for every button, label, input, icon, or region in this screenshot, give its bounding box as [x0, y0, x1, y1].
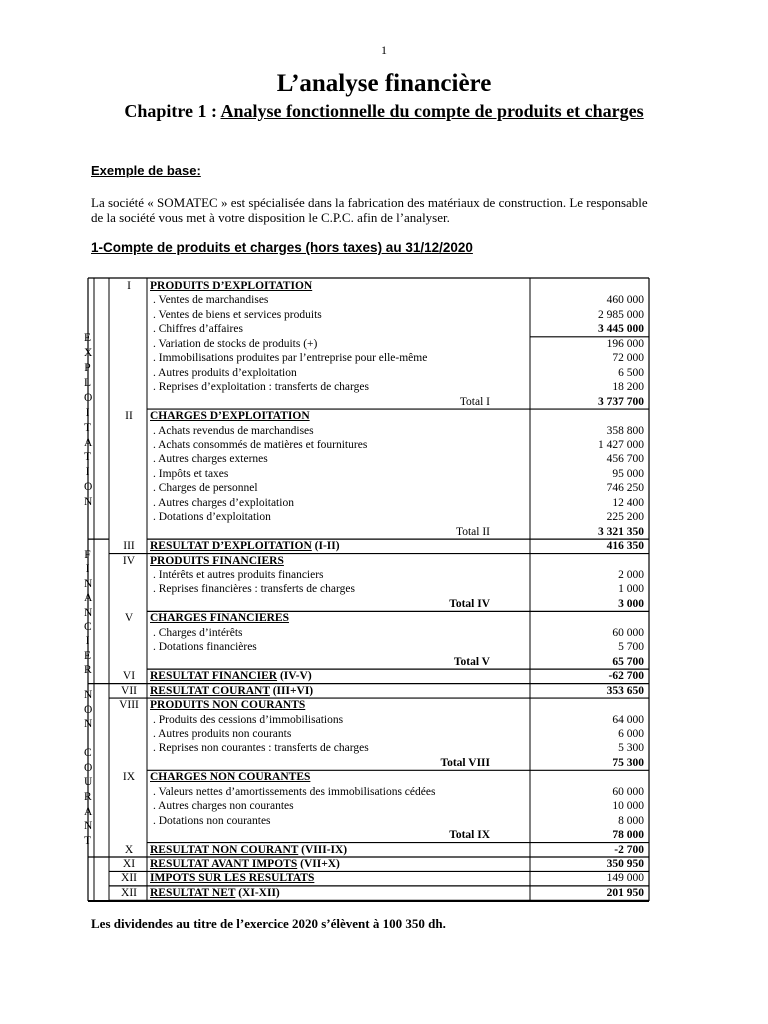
row-result-label [150, 684, 313, 698]
row-value: 3 000 [618, 597, 644, 610]
row-value: 5 700 [618, 641, 644, 654]
row-item-label: . Autres charges externes [153, 453, 268, 466]
row-result-label [150, 857, 340, 871]
page-number: 1 [381, 43, 387, 57]
row-section-heading: CHARGES D’EXPLOITATION [150, 410, 310, 423]
result-title: RESULTAT NON COURANT [150, 843, 299, 856]
vertical-group-letter: O [84, 481, 93, 494]
row-value: 8 000 [618, 814, 644, 827]
row-item-label: . Produits des cessions d’immobilisations [153, 713, 344, 726]
row-item-label: . Dotations financières [153, 641, 257, 654]
result-formula: (VIII-IX) [298, 843, 348, 856]
vertical-group-letter: A [84, 805, 93, 818]
row-section-heading: PRODUITS FINANCIERS [150, 554, 284, 567]
row-section-heading: CHARGES NON COURANTES [150, 771, 311, 784]
row-value: 225 200 [606, 511, 644, 524]
row-value: -62 700 [608, 670, 644, 683]
row-roman-numeral: X [124, 843, 134, 856]
vertical-group-letter: X [84, 346, 93, 359]
chapter-title [110, 100, 658, 122]
vertical-group-letter: C [84, 621, 92, 634]
vertical-group-letter: O [84, 761, 93, 774]
vertical-group-letter: I [85, 563, 90, 576]
row-roman-numeral: III [123, 540, 135, 553]
row-value: 6 000 [618, 727, 644, 740]
row-section-heading: PRODUITS D’EXPLOITATION [150, 280, 313, 292]
row-value: 196 000 [606, 337, 644, 350]
vertical-group-letter: I [85, 406, 90, 419]
vertical-group-letter: N [84, 606, 93, 619]
row-result-label [150, 886, 280, 900]
row-item-label: . Valeurs nettes d’amortissements des immobilisations cédées [153, 785, 436, 798]
row-value: 65 700 [612, 655, 644, 668]
row-value: 64 000 [612, 713, 644, 726]
cpc-table [84, 277, 650, 902]
vertical-group-letter: P [84, 361, 91, 374]
row-value: 358 800 [606, 424, 644, 437]
result-title: RESULTAT AVANT IMPOTS [150, 858, 298, 870]
row-value: 350 950 [606, 858, 644, 870]
vertical-group-letter: N [84, 718, 93, 731]
row-item-label: . Achats revendus de marchandises [153, 424, 314, 437]
result-formula: (I-II) [311, 540, 340, 553]
row-result-label [150, 669, 312, 683]
row-item-label: . Ventes de biens et services produits [153, 308, 322, 321]
result-title: RESULTAT D’EXPLOITATION [150, 540, 312, 553]
row-value: 6 500 [618, 366, 644, 379]
row-value: 60 000 [612, 626, 644, 639]
row-roman-numeral: IX [122, 771, 136, 784]
row-value: 78 000 [612, 829, 644, 842]
vertical-group-letter: F [84, 548, 91, 561]
vertical-group-letter: N [84, 820, 93, 833]
chapter-title-text: Analyse fonctionnelle du compte de produits et charges [220, 101, 644, 121]
row-total-label: Total I [459, 395, 490, 408]
row-value: 3 321 350 [598, 525, 644, 538]
row-value: 5 300 [618, 742, 644, 755]
row-item-label: . Charges d’intérêts [153, 626, 243, 639]
row-total-label: Total IV [449, 597, 490, 610]
chapter-prefix: Chapitre 1 : [124, 101, 221, 121]
row-value: 746 250 [606, 482, 644, 495]
result-formula: (VII+X) [297, 858, 340, 870]
example-heading: Exemple de base: [91, 163, 201, 178]
row-item-label: . Autres produits non courants [153, 727, 292, 740]
row-roman-numeral: VII [121, 684, 137, 697]
section-title: 1-Compte de produits et charges (hors taxes) au 31/12/2020 [91, 240, 473, 255]
row-roman-numeral: XII [121, 872, 137, 885]
row-roman-numeral: VI [122, 670, 136, 683]
row-result-label [150, 539, 340, 553]
row-item-label: . Reprises financières : transferts de charges [153, 583, 355, 596]
row-item-label: . Chiffres d’affaires [153, 323, 243, 336]
row-item-label: . Dotations d’exploitation [153, 511, 271, 524]
vertical-group-letter: C [84, 747, 92, 760]
row-value: -2 700 [614, 843, 644, 856]
row-result-label [150, 871, 314, 885]
row-value: 1 000 [618, 583, 644, 596]
row-value: 149 000 [606, 872, 644, 885]
intro-paragraph: La société « SOMATEC » est spécialisée dans la fabrication des matériaux de construction. Le responsable de la société vous met à votre disposition le C.P.C. afin de l’analyser. [91, 195, 648, 225]
row-value: 18 200 [612, 381, 644, 394]
row-item-label: . Variation de stocks de produits (+) [153, 337, 318, 350]
vertical-group-letter: T [84, 421, 92, 434]
vertical-group-letter: E [84, 332, 92, 345]
row-total-label: Total IX [449, 829, 490, 842]
vertical-group-letter: T [84, 451, 92, 464]
row-section-heading: PRODUITS NON COURANTS [150, 699, 306, 712]
row-item-label: . Autres charges d’exploitation [153, 496, 294, 509]
row-roman-numeral: I [127, 280, 131, 292]
row-item-label: . Reprises d’exploitation : transferts de charges [153, 381, 369, 394]
result-title: RESULTAT NET [150, 886, 236, 899]
row-item-label: . Immobilisations produites par l’entreprise pour elle-même [153, 352, 428, 365]
vertical-group-letter: N [84, 688, 93, 701]
row-total-label: Total V [453, 655, 490, 668]
row-total-label: Total VIII [440, 756, 490, 769]
row-roman-numeral: VIII [119, 699, 139, 712]
row-value: 1 427 000 [598, 438, 644, 451]
row-value: 2 985 000 [598, 308, 644, 321]
row-item-label: . Achats consommés de matières et fournitures [153, 438, 368, 451]
row-value: 353 650 [606, 684, 644, 697]
vertical-group-letter: L [84, 376, 92, 389]
row-value: 416 350 [606, 540, 644, 553]
vertical-group-letter: O [84, 703, 93, 716]
result-title: IMPOTS SUR LES RESULTATS [150, 872, 315, 885]
vertical-group-letter: N [84, 577, 93, 590]
row-value: 2 000 [618, 569, 644, 581]
row-value: 60 000 [612, 785, 644, 798]
dividends-note: Les dividendes au titre de l’exercice 2020 s’élèvent à 100 350 dh. [91, 916, 446, 931]
row-item-label: . Reprises non courantes : transferts de charges [153, 742, 369, 755]
row-item-label: . Dotations non courantes [153, 814, 271, 827]
vertical-group-letter: O [84, 391, 93, 404]
row-value: 3 737 700 [598, 395, 644, 408]
row-roman-numeral: XII [121, 886, 137, 899]
result-title: RESULTAT FINANCIER [150, 670, 278, 683]
row-value: 10 000 [612, 800, 644, 813]
row-value: 456 700 [606, 453, 644, 466]
row-item-label: . Autres charges non courantes [153, 800, 294, 813]
row-roman-numeral: XI [122, 858, 136, 870]
result-formula: (XI-XII) [235, 886, 280, 899]
vertical-group-letter: A [84, 436, 93, 449]
row-item-label: . Impôts et taxes [153, 467, 229, 480]
row-section-heading: CHARGES FINANCIERES [150, 612, 289, 625]
row-item-label: . Ventes de marchandises [153, 294, 269, 307]
vertical-group-letter: I [85, 466, 90, 479]
row-roman-numeral: V [124, 612, 134, 625]
row-value: 460 000 [606, 294, 644, 307]
row-result-label [150, 843, 347, 857]
document-title: L’analyse financière [276, 70, 492, 97]
vertical-group-letter: I [85, 635, 90, 648]
result-formula: (IV-V) [277, 670, 312, 683]
row-value: 75 300 [612, 756, 644, 769]
row-total-label: Total II [455, 525, 490, 538]
row-item-label: . Autres produits d’exploitation [153, 366, 297, 379]
row-item-label: . Intérêts et autres produits financiers [153, 569, 324, 581]
row-value: 72 000 [612, 352, 644, 365]
result-title: RESULTAT COURANT [150, 684, 270, 697]
row-roman-numeral: IV [122, 554, 136, 567]
vertical-group-letter: N [84, 496, 93, 509]
row-item-label: . Charges de personnel [153, 482, 258, 495]
vertical-group-letter: R [84, 664, 92, 677]
vertical-group-letter: U [84, 776, 93, 789]
vertical-group-letter: T [84, 834, 92, 847]
row-roman-numeral: II [125, 410, 133, 423]
row-value: 3 445 000 [598, 323, 644, 336]
result-formula: (III+VI) [269, 684, 314, 697]
vertical-group-letter: E [84, 649, 92, 662]
row-value: 95 000 [612, 467, 644, 480]
row-value: 12 400 [612, 496, 644, 509]
row-value: 201 950 [606, 886, 644, 899]
vertical-group-letter: A [84, 592, 93, 605]
vertical-group-letter: R [84, 791, 92, 803]
